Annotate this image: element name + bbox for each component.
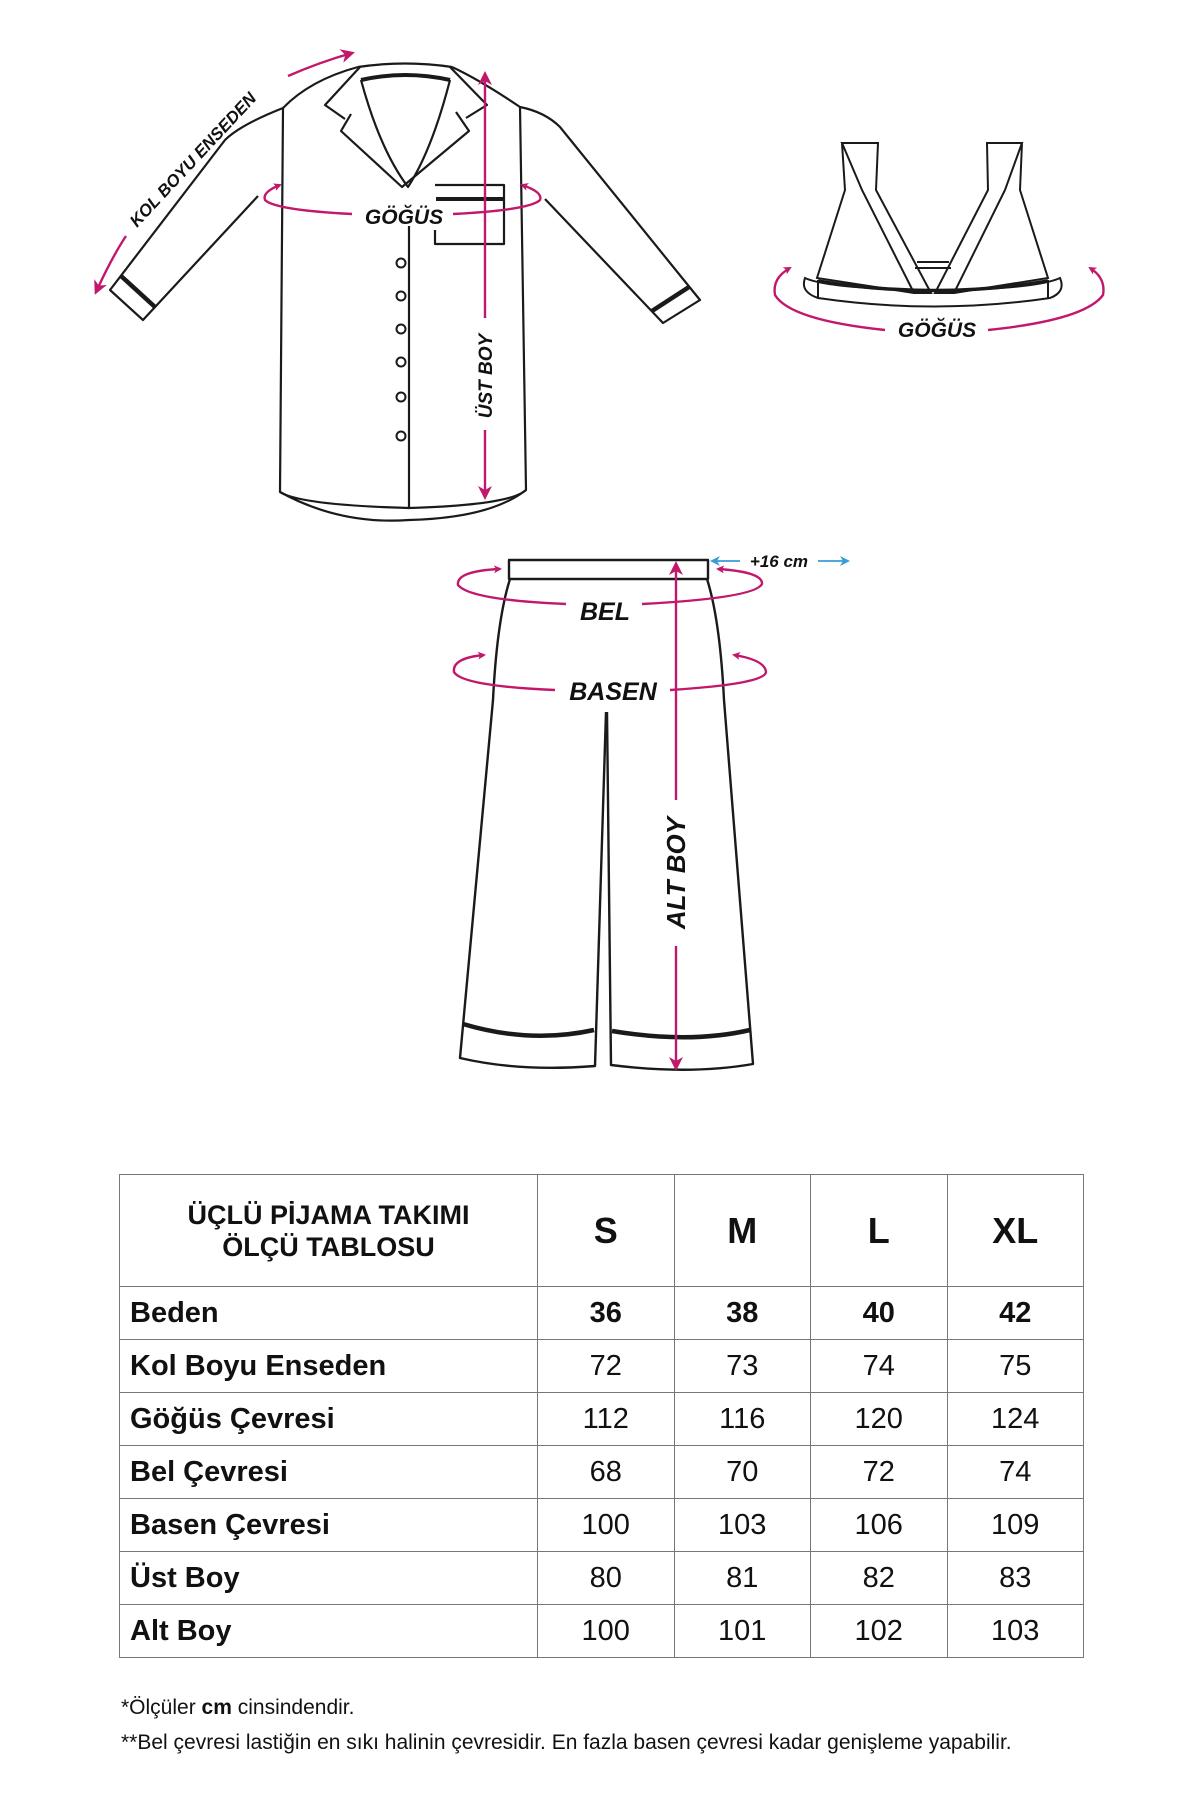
cell-value: 75 <box>947 1340 1084 1393</box>
label-basen: BASEN <box>569 678 657 706</box>
row-label: Beden <box>120 1287 538 1340</box>
size-header-s: S <box>538 1175 675 1287</box>
size-chart-table <box>119 1174 1084 1658</box>
label-shirt-gogus: GÖĞÜS <box>364 206 444 229</box>
shirt-drawing <box>110 64 700 521</box>
size-header-m: M <box>674 1175 811 1287</box>
row-label: Üst Boy <box>120 1552 538 1605</box>
row-label: Göğüs Çevresi <box>120 1393 538 1446</box>
button <box>397 432 406 441</box>
cell-value: 82 <box>811 1552 948 1605</box>
cell-value: 80 <box>538 1552 675 1605</box>
cell-value: 36 <box>538 1287 675 1340</box>
table-title-line2: ÖLÇÜ TABLOSU <box>222 1231 435 1262</box>
footnote-units <box>121 1690 1012 1725</box>
button <box>397 292 406 301</box>
label-bel: BEL <box>580 598 630 626</box>
table-row-gogus <box>120 1393 1084 1446</box>
table-row-kol-boyu <box>120 1340 1084 1393</box>
cell-value: 72 <box>811 1446 948 1499</box>
label-ust-boy: ÜST BOY <box>476 333 497 419</box>
table-title-line1: ÜÇLÜ PİJAMA TAKIMI <box>187 1199 470 1230</box>
cell-value: 81 <box>674 1552 811 1605</box>
cell-value: 74 <box>811 1340 948 1393</box>
cell-value: 72 <box>538 1340 675 1393</box>
table-row-ust-boy <box>120 1552 1084 1605</box>
cell-value: 124 <box>947 1393 1084 1446</box>
bra-drawing <box>804 143 1062 307</box>
cell-value: 83 <box>947 1552 1084 1605</box>
cell-value: 68 <box>538 1446 675 1499</box>
row-label: Bel Çevresi <box>120 1446 538 1499</box>
row-label: Kol Boyu Enseden <box>120 1340 538 1393</box>
button <box>397 259 406 268</box>
sleeve-length-arrow-bottom <box>96 236 126 292</box>
cell-value: 100 <box>538 1605 675 1658</box>
cell-value: 100 <box>538 1499 675 1552</box>
table-row-alt-boy <box>120 1605 1084 1658</box>
label-bra-gogus: GÖĞÜS <box>897 319 977 342</box>
cell-value: 103 <box>947 1605 1084 1658</box>
cell-value: 38 <box>674 1287 811 1340</box>
label-alt-boy: ALT BOY <box>661 816 691 930</box>
pants-drawing <box>460 560 753 1070</box>
button <box>397 325 406 334</box>
row-label: Basen Çevresi <box>120 1499 538 1552</box>
cell-value: 112 <box>538 1393 675 1446</box>
footnotes <box>121 1690 1012 1760</box>
table-title <box>120 1175 538 1287</box>
hip-arrow-left <box>454 655 555 690</box>
shirt-chest-arrow-left <box>265 185 352 214</box>
size-header-l: L <box>811 1175 948 1287</box>
cell-value: 103 <box>674 1499 811 1552</box>
footnote-units-bold: cm <box>201 1696 232 1719</box>
cell-value: 101 <box>674 1605 811 1658</box>
cell-value: 120 <box>811 1393 948 1446</box>
footnote-waist: **Bel çevresi lastiğin en sıkı halinin çevresidir. En fazla basen çevresi kadar genişleme yapabilir. <box>121 1731 1012 1754</box>
shirt-right-sleeve <box>452 67 700 323</box>
size-header-xl: XL <box>947 1175 1084 1287</box>
label-kol-boyu-enseden: KOL BOYU ENSEDEN <box>126 88 261 231</box>
cell-value: 106 <box>811 1499 948 1552</box>
cell-value: 102 <box>811 1605 948 1658</box>
cell-value: 116 <box>674 1393 811 1446</box>
table-row-beden <box>120 1287 1084 1340</box>
cell-value: 74 <box>947 1446 1084 1499</box>
table-row-basen <box>120 1499 1084 1552</box>
pants-waistband <box>509 560 708 579</box>
cell-value: 42 <box>947 1287 1084 1340</box>
shirt-buttons <box>397 259 406 441</box>
cell-value: 70 <box>674 1446 811 1499</box>
table-row-bel <box>120 1446 1084 1499</box>
footnote-units-prefix: *Ölçüler <box>121 1696 202 1719</box>
shirt-body <box>280 107 526 508</box>
label-stretch: +16 cm <box>749 552 809 571</box>
cell-value: 109 <box>947 1499 1084 1552</box>
button <box>397 393 406 402</box>
button <box>397 358 406 367</box>
table-header-row <box>120 1175 1084 1287</box>
row-label: Alt Boy <box>120 1605 538 1658</box>
cell-value: 73 <box>674 1340 811 1393</box>
cell-value: 40 <box>811 1287 948 1340</box>
pants-left-leg <box>460 579 606 1068</box>
hip-arrow-right <box>670 655 766 690</box>
footnote-units-suffix: cinsindendir. <box>231 1696 355 1719</box>
